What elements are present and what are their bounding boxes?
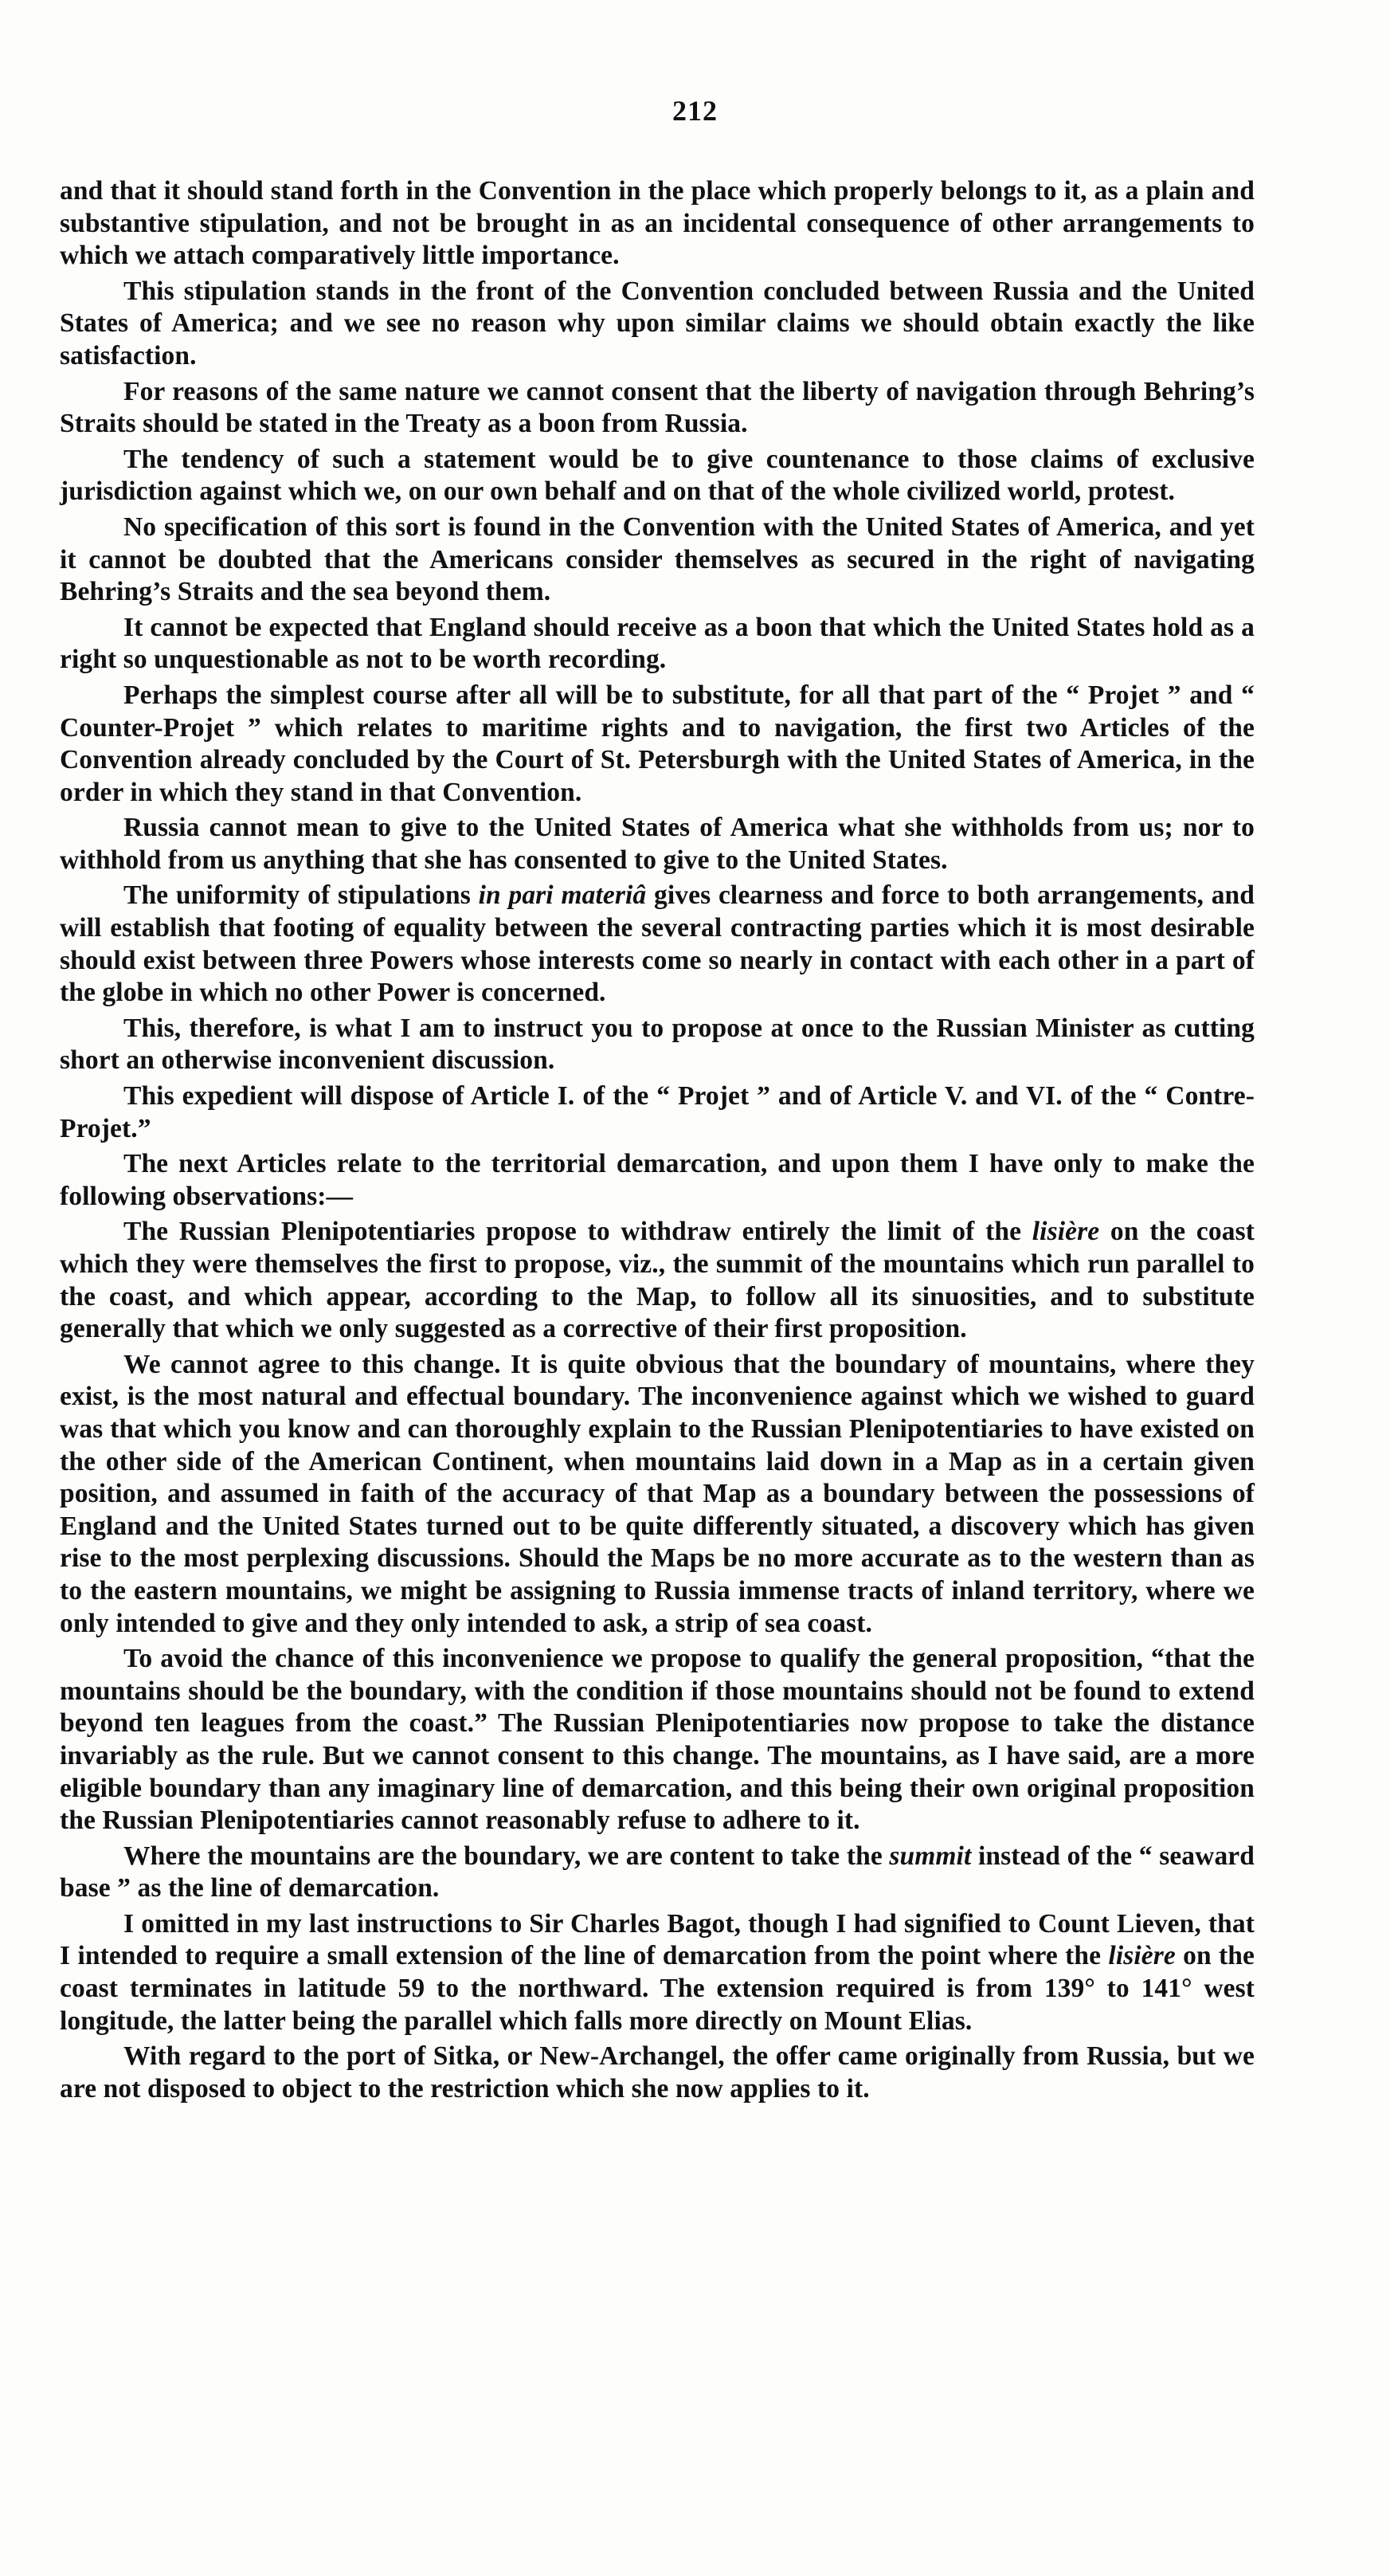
paragraph	[60, 1148, 1255, 1213]
paragraph	[60, 1013, 1255, 1077]
text-run: The tendency of such a statement would be to give countenance to those claims of exclusive jurisdiction against which we, on our own behalf and on that of the whole civilized world, protest.	[60, 444, 1255, 507]
paragraph	[60, 680, 1255, 809]
text-run: Russia cannot mean to give to the United States of America what she withholds from us; nor to withhold from us anything that she has consented to give to the United States.	[60, 813, 1255, 875]
text-run: I omitted in my last instructions to Sir Charles Bagot, though I had signified to Count Lieven, that I intended to require a small extension of the line of demarcation from the point where the	[60, 1908, 1255, 1971]
text-run: Perhaps the simplest course after all will be to substitute, for all that part of the “ Projet ” and “ Counter-Projet ” which relates to maritime rights and to navigation, the first two Articles of the Convention already concluded by the Court of St. Petersburgh with the United States of America, in the order in which they stand in that Convention.	[60, 680, 1255, 807]
text-run: gives clearness and force to both arrangements, and will establish that footing of equality between the several contracting parties which it is most desirable should exist between three Powers whose interests come so nearly in contact with each other in a part of the globe in which no other Power is concerned.	[60, 880, 1255, 1008]
text-run: To avoid the chance of this inconvenience we propose to qualify the general proposition, “that the mountains should be the boundary, with the condition if those mountains should not be found to extend beyond ten leagues from the coast.” The Russian Plenipotentiaries now propose to take the distance invariably as the rule. But we cannot consent to this change. The mountains, as I have said, are a more eligible boundary than any imaginary line of demarcation, and this being their own original proposition the Russian Plenipotentiaries cannot reasonably refuse to adhere to it.	[60, 1644, 1255, 1836]
text-run: The next Articles relate to the territorial demarcation, and upon them I have only to make the following observations:—	[60, 1149, 1255, 1211]
paragraph	[60, 512, 1255, 609]
paragraph	[60, 2041, 1255, 2105]
italic-phrase: summit	[889, 1841, 972, 1871]
italic-phrase: lisière	[1108, 1941, 1176, 1971]
paragraph	[60, 1643, 1255, 1837]
page-number: 212	[672, 95, 718, 127]
paragraph	[60, 1080, 1255, 1145]
text-run: The Russian Plenipotentiaries propose to withdraw entirely the limit of the	[123, 1217, 1032, 1247]
text-run: and that it should stand forth in the Convention in the place which properly belongs to it, as a plain and substantive stipulation, and not be brought in as an incidental consequence of other arrangements to which we attach comparatively little importance.	[60, 176, 1255, 271]
text-run: With regard to the port of Sitka, or New-Archangel, the offer came originally from Russia, but we are not disposed to object to the restriction which she now applies to it.	[60, 2041, 1255, 2104]
paragraph	[60, 1216, 1255, 1345]
letter-body	[60, 175, 1255, 2108]
paragraph	[60, 1841, 1255, 1905]
text-run: The uniformity of stipulations	[123, 880, 479, 911]
paragraph	[60, 276, 1255, 373]
paragraph	[60, 1908, 1255, 2037]
italic-phrase: lisière	[1032, 1217, 1100, 1247]
text-run: Where the mountains are the boundary, we are content to take the	[123, 1841, 890, 1871]
text-run: on the coast terminates in latitude 59 to the northward. The extension required is from 139° to 141° west longitude, the latter being the parallel which falls more directly on Mount Elias.	[60, 1941, 1255, 2036]
text-run: This expedient will dispose of Article I. of the “ Projet ” and of Article V. and VI. of the “ Contre-Projet.”	[60, 1081, 1255, 1143]
text-run: We cannot agree to this change. It is quite obvious that the boundary of mountains, where they exist, is the most natural and effectual boundary. The inconvenience against which we wished to guard was that which you know and can thoroughly explain to the Russian Plenipotentiaries to have existed on the other side of the American Continent, when mountains laid down in a Map as in a certain given position, and assumed in faith of the accuracy of that Map as a boundary between the possessions of England and the United States turned out to be quite differently situated, a discovery which has given rise to the most perplexing discussions. Should the Maps be no more accurate as to the western than as to the eastern mountains, we might be assigning to Russia immense tracts of inland territory, where we only intended to give and they only intended to ask, a strip of sea coast.	[60, 1349, 1255, 1638]
paragraph	[60, 376, 1255, 441]
paragraph	[60, 175, 1255, 272]
text-run: No specification of this sort is found in the Convention with the United States of America, and yet it cannot be doubted that the Americans consider themselves as secured in the right of navigating Behring’s Straits and the sea beyond them.	[60, 512, 1255, 607]
text-run: on the coast which they were themselves the first to propose, viz., the summit of the mountains which run parallel to the coast, and which appear, according to the Map, to follow all its sinuosities, and to substitute generally that which we only suggested as a corrective of their first proposition.	[60, 1217, 1255, 1344]
text-run: This stipulation stands in the front of the Convention concluded between Russia and the United States of America; and we see no reason why upon similar claims we should obtain exactly the like satisfaction.	[60, 276, 1255, 371]
text-run: For reasons of the same nature we cannot consent that the liberty of navigation through Behring’s Straits should be stated in the Treaty as a boon from Russia.	[60, 376, 1255, 439]
text-run: This, therefore, is what I am to instruct you to propose at once to the Russian Minister as cutting short an otherwise inconvenient discussion.	[60, 1013, 1255, 1076]
paragraph	[60, 1349, 1255, 1640]
italic-phrase: in pari materiâ	[478, 880, 647, 911]
paragraph	[60, 880, 1255, 1009]
paragraph	[60, 444, 1255, 508]
paragraph	[60, 612, 1255, 676]
paragraph	[60, 812, 1255, 876]
text-run: It cannot be expected that England should receive as a boon that which the United States hold as a right so unquestionable as not to be worth recording.	[60, 612, 1255, 675]
text-run: instead of the “ seaward base ” as the line of demarcation.	[60, 1841, 1255, 1904]
